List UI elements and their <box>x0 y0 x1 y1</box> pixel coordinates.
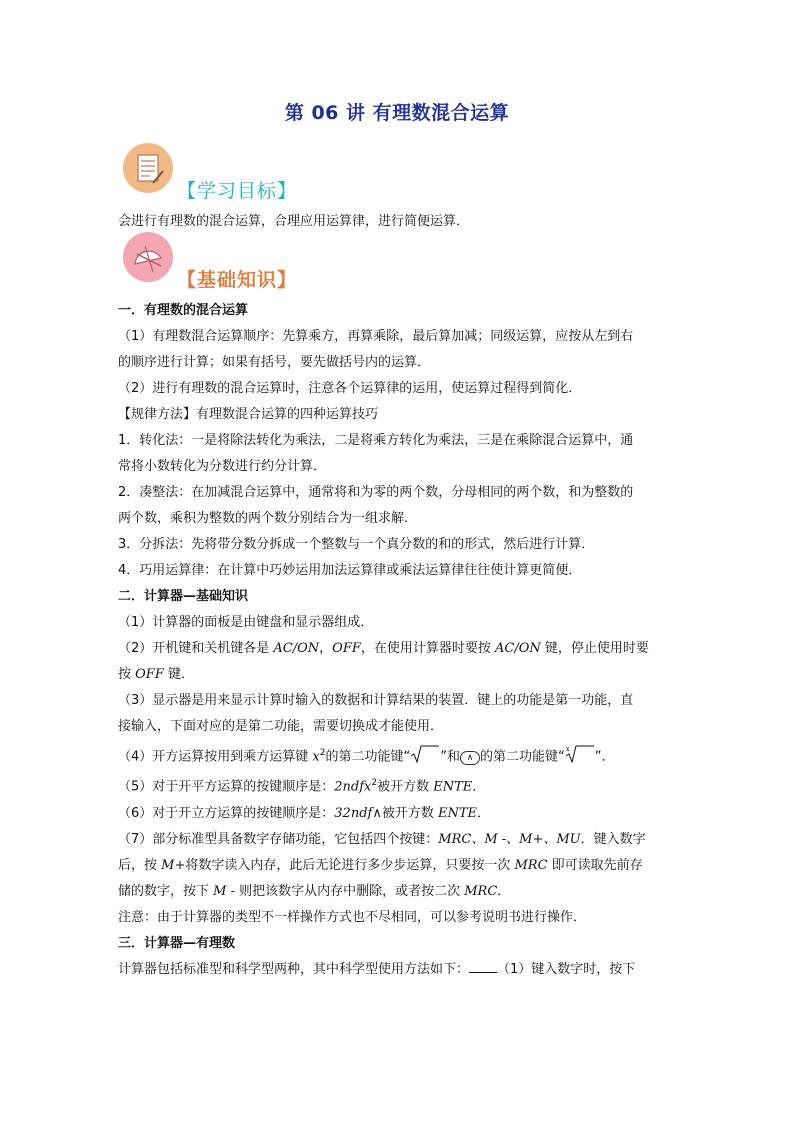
s3-p1 <box>118 957 678 983</box>
text: ，在使用计算器时要按 <box>360 641 496 656</box>
s2-p6 <box>118 801 678 827</box>
s1-p2: （2）进行有理数的混合运算时，注意各个运算律的运用，使运算过程得到简化． <box>118 381 582 396</box>
text: 被开方数 <box>377 779 434 795</box>
s2-p7 <box>118 827 678 853</box>
key-off: OFF <box>332 641 361 656</box>
caret-key-icon: ∧ <box>460 751 480 765</box>
text: 计算器包括标准型和科学型两种，其中科学型使用方法如下： <box>118 961 470 977</box>
text: （6）对于开立方运算的按键顺序是： <box>118 805 335 821</box>
text: ， <box>319 641 333 656</box>
s2-p2b <box>118 662 678 688</box>
s2-p4 <box>118 740 678 770</box>
protractor-icon <box>123 232 173 282</box>
text: 键． <box>163 667 194 682</box>
key-mminus: M - <box>213 883 235 899</box>
text: ． <box>472 779 486 795</box>
s1-method: 【规律方法】有理数混合运算的四种运算技巧 <box>118 407 379 422</box>
text: 键，停止使用时要 <box>540 641 649 656</box>
s1-m2b: 两个数，乘积为整数的两个数分别结合为一组求解． <box>118 511 418 526</box>
s2-p7c <box>118 853 678 879</box>
s1-m1: 1．转化法：一是将除法转化为乘法，二是将乘方转化为乘法，三是在乘除混合运算中，通 <box>118 433 634 448</box>
s1-p1: （1）有理数混合运算顺序：先算乘方，再算乘除，最后算加减；同级运算，应按从左到右 <box>118 329 634 344</box>
square-root-icon <box>410 745 440 761</box>
key-seq: 32ndf <box>334 805 373 821</box>
text: （4）开方运算按用到乘方运算键 <box>118 749 313 765</box>
text: ”和 <box>440 749 460 765</box>
key-mrc: MRC <box>464 883 498 899</box>
text: 将数字读入内存，此后无论进行多少步运算，只要按一次 <box>185 857 515 873</box>
var-x: x <box>312 749 320 765</box>
s2-p3b: 接输入，下面对应的是第二功能，需要切换成才能使用． <box>118 719 444 734</box>
svg-text:x: x <box>565 746 570 754</box>
text: （5）对于开平方运算的按键顺序是： <box>118 779 335 795</box>
key-mplus: M+ <box>161 857 186 873</box>
key-mrc: MRC <box>514 857 548 873</box>
text: ． <box>497 883 511 899</box>
s1-m3: 3．分拆法：先将带分数分拆成一个整数与一个真分数的和的形式，然后进行计算． <box>118 537 595 552</box>
goal-text: 会进行有理数的混合运算，合理应用运算律，进行简便运算． <box>118 214 470 229</box>
memory-keys: MRC、M -、M+、MU <box>438 831 581 847</box>
text: 的第二功能键“ <box>325 749 411 765</box>
superscript: 2 <box>319 748 326 758</box>
text: ． <box>477 805 491 821</box>
s2-p7d <box>118 879 678 905</box>
text: 按 <box>118 667 136 682</box>
text: ．键入数字 <box>580 831 646 847</box>
section-header-goal <box>123 143 298 202</box>
s1-m4: 4．巧用运算律：在计算中巧妙运用加法运算律或乘法运算律往往使计算更简便． <box>118 563 582 578</box>
text: 的第二功能键“ <box>479 749 565 765</box>
s1-m1b: 常将小数转化为分数进行约分计算． <box>118 459 327 474</box>
heading-1: 一．有理数的混合运算 <box>118 303 249 318</box>
answer-blank <box>469 960 497 973</box>
key-ente: ENTE <box>433 779 473 795</box>
text: 即可读取先前存 <box>547 857 643 873</box>
s2-p5 <box>118 770 678 800</box>
key-seq: 2ndfx <box>334 779 372 795</box>
key-acon: AC/ON <box>495 641 541 656</box>
key-acon: AC/ON <box>273 641 320 656</box>
s2-note: 注意：由于计算器的类型不一样操作方式也不尽相同，可以参考说明书进行操作． <box>118 909 587 925</box>
s2-p3: （3）显示器是用来显示计算时输入的数据和计算结果的装置．键上的功能是第一功能，直 <box>118 693 634 708</box>
text: （2）开机键和关机键各是 <box>118 641 274 656</box>
section-header-basic <box>123 232 298 291</box>
heading-3: 三．计算器—有理数 <box>118 935 236 951</box>
s1-m2: 2．凑整法：在加减混合运算中，通常将和为零的两个数，分母相同的两个数，和为整数的 <box>118 485 634 500</box>
content-body <box>118 298 678 983</box>
s2-p2 <box>118 636 678 662</box>
text: ∧被开方数 <box>372 805 438 821</box>
key-off: OFF <box>135 667 164 682</box>
nth-root-icon <box>565 745 595 761</box>
text: 后，按 <box>118 857 162 873</box>
checklist-icon <box>123 143 173 193</box>
text: （1）键入数字时，按下 <box>497 961 636 977</box>
superscript: 2 <box>371 778 378 789</box>
s1-p1b: 的顺序进行计算；如果有括号，要先做括号内的运算． <box>118 355 431 370</box>
page-title: 第 06 讲 有理数混合运算 <box>284 102 510 124</box>
text: 则把该数字从内存中删除，或者按二次 <box>234 883 465 899</box>
text: ”． <box>594 749 615 765</box>
text: （7）部分标准型具备数字存储功能，它包括四个按键： <box>118 831 439 847</box>
key-ente: ENTE <box>438 805 478 821</box>
heading-2: 二．计算器—基础知识 <box>118 589 249 604</box>
text: 储的数字，按下 <box>118 883 214 899</box>
s2-p1: （1）计算器的面板是由键盘和显示器组成． <box>118 615 374 630</box>
section-label-basic: 【基础知识】 <box>177 269 298 291</box>
section-label-goal: 【学习目标】 <box>177 180 298 202</box>
